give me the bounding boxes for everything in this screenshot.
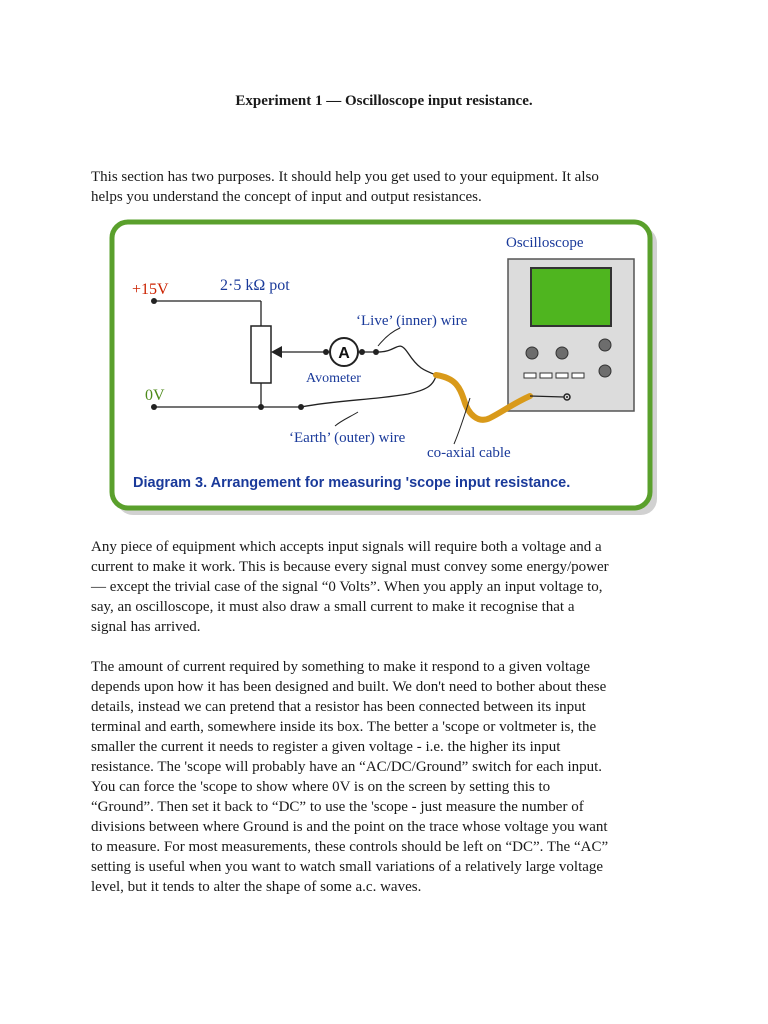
scope-switch bbox=[524, 373, 536, 378]
text-line: The amount of current required by something to make it respond to a given voltage bbox=[91, 659, 591, 675]
oscilloscope bbox=[508, 259, 634, 411]
scope-knob bbox=[599, 365, 611, 377]
terminal-dot bbox=[151, 404, 157, 410]
text-line: You can force the 'scope to show where 0V is on the screen by setting this to bbox=[91, 779, 551, 795]
text-line: Any piece of equipment which accepts input signals will require both a voltage and a bbox=[91, 539, 602, 555]
text-line: signal has arrived. bbox=[91, 619, 201, 635]
text-line: say, an oscilloscope, it must also draw a small current to make it recognise that a bbox=[91, 599, 575, 615]
page-title: Experiment 1 — Oscilloscope input resistance. bbox=[235, 93, 533, 109]
scope-switch bbox=[556, 373, 568, 378]
avometer-label: Avometer bbox=[306, 371, 361, 386]
junction-dot bbox=[373, 349, 379, 355]
live-wire-label: ‘Live’ (inner) wire bbox=[356, 313, 468, 329]
scope-switch bbox=[572, 373, 584, 378]
junction-dot bbox=[323, 349, 329, 355]
text-line: “Ground”. Then set it back to “DC” to use the 'scope - just measure the number of bbox=[91, 799, 584, 815]
scope-knob bbox=[526, 347, 538, 359]
earth-wire-label: ‘Earth’ (outer) wire bbox=[289, 430, 406, 446]
plus15v-label: +15V bbox=[132, 281, 169, 298]
oscilloscope-label: Oscilloscope bbox=[506, 235, 584, 251]
text-line: smaller the current it needs to register a given voltage - i.e. the higher its input bbox=[91, 739, 561, 755]
text-line: setting is useful when you want to watch small variations of a relatively large voltage bbox=[91, 859, 604, 875]
junction-dot bbox=[359, 349, 365, 355]
junction-dot bbox=[298, 404, 304, 410]
text-line: details, instead we can pretend that a resistor has been connected between its input bbox=[91, 699, 586, 715]
coax-label: co-axial cable bbox=[427, 445, 511, 461]
scope-screen bbox=[531, 268, 611, 326]
zero-v-label: 0V bbox=[145, 387, 165, 404]
body-paragraph bbox=[91, 657, 691, 897]
text-line: helps you understand the concept of input and output resistances. bbox=[91, 189, 482, 205]
text-line: terminal and earth, somewhere inside its box. The better a 'scope or voltmeter is, the bbox=[91, 719, 597, 735]
pot-label: 2·5 kΩ pot bbox=[220, 277, 290, 294]
scope-knob bbox=[599, 339, 611, 351]
scope-switch bbox=[540, 373, 552, 378]
junction-dot bbox=[258, 404, 264, 410]
text-line: divisions between where Ground is and the point on the trace whose voltage you want bbox=[91, 819, 608, 835]
text-line: level, but it tends to alter the shape of some a.c. waves. bbox=[91, 879, 422, 895]
intro-paragraph bbox=[91, 167, 691, 207]
text-line: current to make it work. This is because every signal must convey some energy/power bbox=[91, 559, 609, 575]
circuit-diagram bbox=[108, 218, 658, 518]
scope-knob bbox=[556, 347, 568, 359]
text-line: This section has two purposes. It should help you get used to your equipment. It also bbox=[91, 169, 599, 185]
text-line: resistance. The 'scope will probably have an “AC/DC/Ground” switch for each input. bbox=[91, 759, 603, 775]
text-line: to measure. For most measurements, these controls should be left on “DC”. The “AC” bbox=[91, 839, 609, 855]
text-line: — except the trivial case of the signal “0 Volts”. When you apply an input voltage to, bbox=[91, 579, 603, 595]
body-paragraph bbox=[91, 537, 691, 637]
ammeter-letter: A bbox=[338, 345, 350, 362]
pot-resistor bbox=[251, 326, 271, 383]
text-line: depends upon how it has been designed and built. We don't need to bother about these bbox=[91, 679, 607, 695]
diagram-caption: Diagram 3. Arrangement for measuring 'scope input resistance. bbox=[133, 475, 571, 491]
terminal-dot bbox=[151, 298, 157, 304]
